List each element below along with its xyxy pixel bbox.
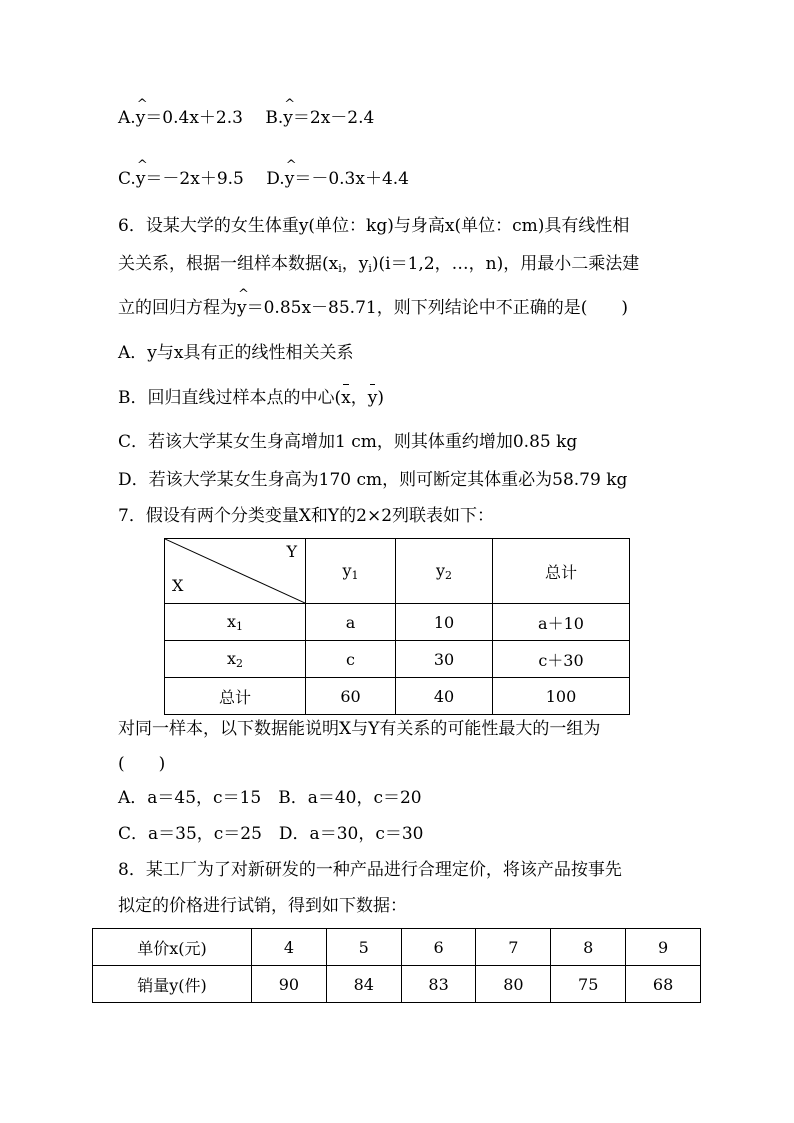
table-row [93,929,701,966]
table-cell: 6 [401,929,476,966]
q7-stem: 7．假设有两个分类变量X和Y的2×2列联表如下： [118,506,495,526]
header-y1: $y_1$ [306,539,396,604]
q8-stem-line2: 拟定的价格进行试销，得到如下数据： [118,896,407,916]
q7-options-row1: A．a＝45，c＝15 B．a＝40，c＝20 [118,788,422,808]
table-cell: 80 [476,966,551,1003]
row-label-total: 总计 [165,678,306,715]
q8-stem-line1: 8．某工厂为了对新研发的一种产品进行合理定价，将该产品按事先 [118,860,622,880]
corner-label-x: X [172,576,184,595]
table-cell: 30 [396,641,493,678]
q5-options-row1 [118,106,374,130]
q6-stem-line1: 6．设某大学的女生体重y(单位：kg)与身高x(单位：cm)具有线性相 [118,216,630,236]
q5-option-b: B.^ y＝2x－2.4 [265,108,374,128]
contingency-table [164,538,630,715]
table-cell: 100 [493,678,630,715]
table-cell: 68 [626,966,701,1003]
price-label-cell: 单价x(元) [93,929,252,966]
row-label-x1: $x_1$ [165,604,306,641]
q6-stem-line3: 立的回归方程为^ y＝0.85x－85.71，则下列结论中不正确的是( ) [118,296,628,320]
row-label-x2: $x_2$ [165,641,306,678]
table-corner-cell [165,539,306,604]
q5-options-row2 [118,167,409,191]
q6-option-a: A．y与x具有正的线性相关关系 [118,343,354,363]
header-total: 总计 [493,539,630,604]
table-header-row [165,539,630,604]
q6-option-d: D．若该大学某女生身高为170 cm，则可断定其体重必为58.79 kg [118,470,628,490]
q5-option-a: A.^ y＝0.4x＋2.3 [118,108,243,128]
table-cell: 8 [551,929,626,966]
q7-options-row2: C．a＝35，c＝25 D．a＝30，c＝30 [118,824,424,844]
table-row [165,604,630,641]
table-cell: 84 [326,966,401,1003]
table-cell: a＋10 [493,604,630,641]
q6-stem-line2: 关关系，根据一组样本数据($x_i$，$y_i)(i=1,2$，…，n)，用最小二乘法建 [118,254,640,275]
table-row [93,966,701,1003]
table-cell: c＋30 [493,641,630,678]
corner-label-y: Y [286,542,297,561]
sales-label-cell: 销量y(件) [93,966,252,1003]
q7-answer-paren: ( ) [118,754,166,774]
q5-option-c: C.^ y＝－2x＋9.5 [118,169,244,189]
q6-option-c: C．若该大学某女生身高增加1 cm，则其体重约增加0.85 kg [118,432,578,452]
diagonal-line [165,539,305,603]
table-cell: 5 [326,929,401,966]
table-cell: c [306,641,396,678]
q7-question: 对同一样本，以下数据能说明X与Y有关系的可能性最大的一组为 [118,719,601,739]
header-y2: $y_2$ [396,539,493,604]
q6-option-b: B．回归直线过样本点的中心(x，y) [118,388,384,408]
table-cell: 9 [626,929,701,966]
table-cell: 75 [551,966,626,1003]
table-cell: 40 [396,678,493,715]
table-cell: 60 [306,678,396,715]
table-cell: 4 [252,929,327,966]
table-row [165,641,630,678]
table-cell: 83 [401,966,476,1003]
table-cell: 90 [252,966,327,1003]
table-cell: a [306,604,396,641]
q5-option-d: D.^ y＝－0.3x＋4.4 [266,169,409,189]
table-row [165,678,630,715]
table-cell: 10 [396,604,493,641]
price-sales-table [92,928,701,1003]
table-cell: 7 [476,929,551,966]
